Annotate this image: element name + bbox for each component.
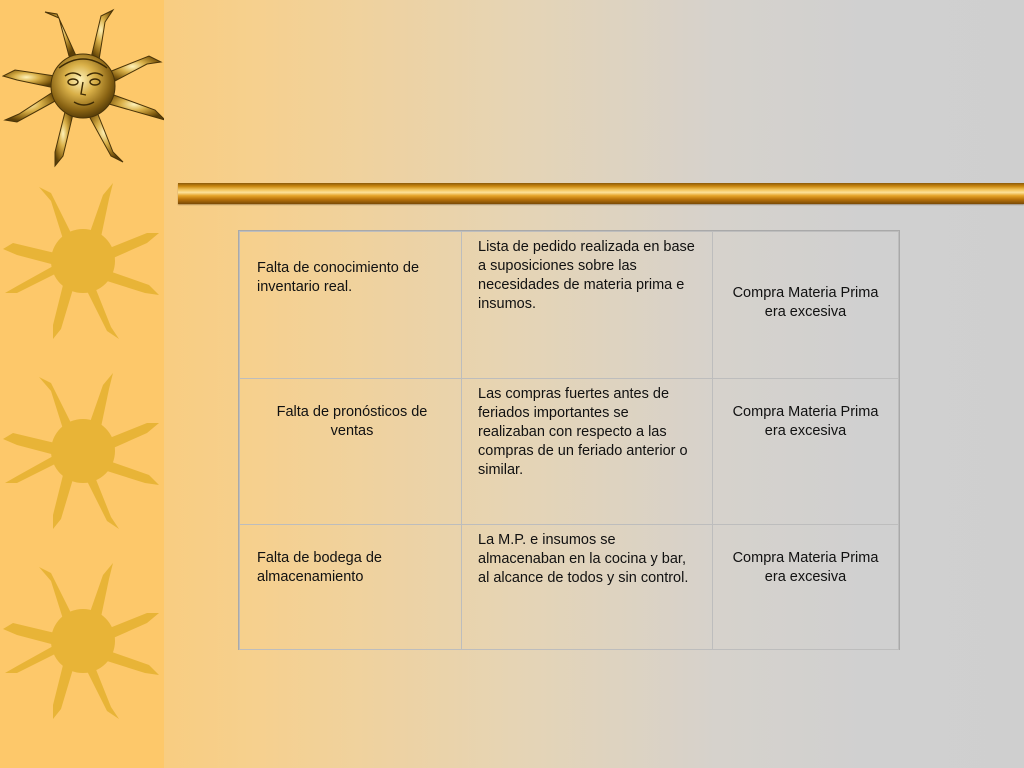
sun-icon [2,178,164,344]
sun-face-icon [2,6,164,172]
description-cell: Lista de pedido realizada en base a suposiciones sobre las necesidades de materia prima e insumos. [462,232,713,379]
sun-icon [2,368,164,534]
cause-cell: Falta de bodega de almacenamiento [240,525,462,650]
table-row [240,232,899,379]
sun-icon [2,558,164,724]
effect-cell: Compra Materia Prima era excesiva [713,232,899,379]
gold-divider-bar [178,183,1024,204]
table-row [240,525,899,650]
cause-effect-table [238,230,900,650]
cause-cell: Falta de conocimiento de inventario real. [240,232,462,379]
effect-cell: Compra Materia Prima era excesiva [713,379,899,525]
cause-cell: Falta de pronósticos de ventas [240,379,462,525]
table-row [240,379,899,525]
effect-cell: Compra Materia Prima era excesiva [713,525,899,650]
description-cell: Las compras fuertes antes de feriados importantes se realizaban con respecto a las compras de un feriado anterior o similar. [462,379,713,525]
description-cell: La M.P. e insumos se almacenaban en la cocina y bar, al alcance de todos y sin control. [462,525,713,650]
table-grid [239,231,899,650]
